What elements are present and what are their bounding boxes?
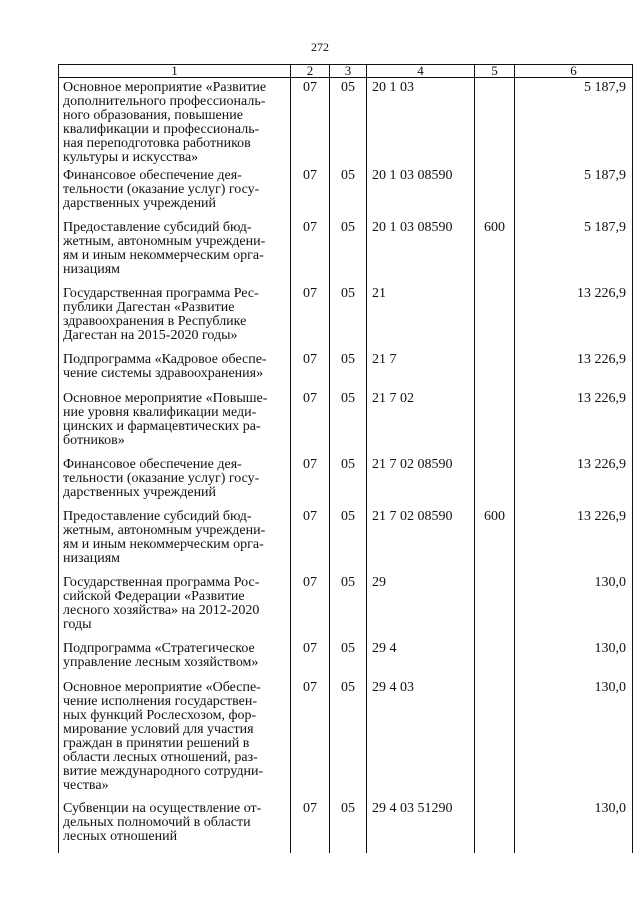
description-line: ная переподготовка работников (63, 136, 251, 151)
amount: 13 226,9 (515, 507, 633, 573)
column-header: 6 (515, 65, 633, 78)
target-article-code: 29 4 03 51290 (367, 799, 475, 853)
expense-type-code: 600 (475, 218, 515, 284)
row-description (59, 284, 291, 350)
section-code: 07 (291, 507, 330, 573)
subsection-code: 05 (330, 507, 367, 573)
description-line: дополнительного профессиональ- (63, 94, 266, 109)
table-row (59, 678, 633, 799)
section-code: 07 (291, 350, 330, 389)
table-row (59, 284, 633, 350)
column-header: 2 (291, 65, 330, 78)
description-line: лесных отношений (63, 828, 178, 844)
expense-type-code (475, 455, 515, 507)
description-line: годы (63, 616, 92, 632)
subsection-code: 05 (330, 639, 367, 678)
description-line: публики Дагестан «Развитие (63, 299, 235, 315)
table-row (59, 799, 633, 853)
description-line: жетным, автономным учреждени- (63, 522, 266, 538)
subsection-code: 05 (330, 284, 367, 350)
amount: 13 226,9 (515, 389, 633, 455)
target-article-code: 29 (367, 573, 475, 639)
column-header: 5 (475, 65, 515, 78)
subsection-code: 05 (330, 678, 367, 799)
description-line: ям и иным некоммерческим орга- (63, 536, 264, 552)
subsection-code: 05 (330, 350, 367, 389)
subsection-code: 05 (330, 389, 367, 455)
description-line: здравоохранения в Республике (63, 313, 247, 329)
description-line: Государственная программа Рос- (63, 574, 260, 590)
amount: 13 226,9 (515, 284, 633, 350)
row-description (59, 78, 291, 166)
expense-type-code (475, 639, 515, 678)
description-line: мирование условий для участия (63, 721, 254, 737)
description-line: цинских и фармацевтических ра- (63, 418, 261, 434)
row-description (59, 639, 291, 678)
amount: 130,0 (515, 678, 633, 799)
amount: 13 226,9 (515, 350, 633, 389)
expense-type-code (475, 389, 515, 455)
description-line: Основное мероприятие «Повыше- (63, 390, 268, 406)
section-code: 07 (291, 678, 330, 799)
table-header-row (59, 65, 633, 78)
subsection-code: 05 (330, 218, 367, 284)
description-line: Финансовое обеспечение дея- (63, 456, 242, 472)
description-line: граждан в принятии решений в (63, 735, 250, 751)
description-line: лесного хозяйства» на 2012-2020 (63, 602, 260, 618)
expense-type-code (475, 284, 515, 350)
table-row (59, 350, 633, 389)
description-line: низациям (63, 261, 121, 277)
column-header: 1 (59, 65, 291, 78)
row-description (59, 455, 291, 507)
description-line: Основное мероприятие «Развитие (63, 80, 267, 95)
expense-type-code (475, 678, 515, 799)
subsection-code: 05 (330, 799, 367, 853)
row-description (59, 507, 291, 573)
table-row (59, 639, 633, 678)
description-line: дарственных учреждений (63, 195, 217, 211)
description-line: области лесных отношений, раз- (63, 749, 258, 765)
row-description (59, 218, 291, 284)
expense-type-code (475, 166, 515, 218)
expense-type-code (475, 799, 515, 853)
column-header: 3 (330, 65, 367, 78)
description-line: ботников» (63, 432, 125, 448)
row-description (59, 573, 291, 639)
target-article-code: 20 1 03 08590 (367, 218, 475, 284)
amount: 5 187,9 (515, 166, 633, 218)
description-line: Финансовое обеспечение дея- (63, 167, 242, 183)
section-code: 07 (291, 284, 330, 350)
subsection-code: 05 (330, 455, 367, 507)
target-article-code: 29 4 03 (367, 678, 475, 799)
description-line: Дагестан на 2015-2020 годы» (63, 327, 238, 343)
amount: 13 226,9 (515, 455, 633, 507)
description-line: Подпрограмма «Кадровое обеспе- (63, 351, 267, 367)
section-code: 07 (291, 78, 330, 166)
row-description (59, 799, 291, 853)
page-number: 272 (311, 40, 329, 54)
table-row (59, 573, 633, 639)
table-row (59, 507, 633, 573)
table-row (59, 166, 633, 218)
description-line: чение исполнения государствен- (63, 693, 258, 709)
section-code: 07 (291, 455, 330, 507)
amount: 130,0 (515, 573, 633, 639)
subsection-code: 05 (330, 573, 367, 639)
description-line: квалификации и профессиональ- (63, 122, 260, 137)
target-article-code: 21 7 (367, 350, 475, 389)
table-row (59, 389, 633, 455)
target-article-code: 21 7 02 08590 (367, 507, 475, 573)
section-code: 07 (291, 639, 330, 678)
row-description (59, 166, 291, 218)
table-row (59, 455, 633, 507)
description-line: Подпрограмма «Стратегическое (63, 640, 255, 656)
subsection-code: 05 (330, 166, 367, 218)
description-line: Предоставление субсидий бюд- (63, 219, 252, 235)
description-line: низациям (63, 550, 121, 566)
description-line: ям и иным некоммерческим орга- (63, 247, 264, 263)
description-line: ние уровня квалификации меди- (63, 404, 257, 420)
description-line: Основное мероприятие «Обеспе- (63, 679, 261, 695)
row-description (59, 389, 291, 455)
target-article-code: 21 7 02 08590 (367, 455, 475, 507)
expense-type-code (475, 573, 515, 639)
description-line: Субвенции на осуществление от- (63, 800, 262, 816)
target-article-code: 20 1 03 08590 (367, 166, 475, 218)
amount: 5 187,9 (515, 78, 633, 166)
target-article-code: 29 4 (367, 639, 475, 678)
budget-table (58, 64, 633, 853)
section-code: 07 (291, 799, 330, 853)
subsection-code: 05 (330, 78, 367, 166)
description-line: Государственная программа Рес- (63, 285, 259, 301)
section-code: 07 (291, 389, 330, 455)
description-line: тельности (оказание услуг) госу- (63, 470, 260, 486)
description-line: чества» (63, 777, 109, 793)
amount: 5 187,9 (515, 218, 633, 284)
row-description (59, 678, 291, 799)
description-line: культуры и искусства» (63, 150, 199, 165)
description-line: чение системы здравоохранения» (63, 365, 264, 381)
column-header: 4 (367, 65, 475, 78)
table-row (59, 78, 633, 166)
description-line: дарственных учреждений (63, 484, 217, 500)
description-line: тельности (оказание услуг) госу- (63, 181, 260, 197)
description-line: управление лесным хозяйством» (63, 654, 259, 670)
description-line: дельных полномочий в области (63, 814, 251, 830)
description-line: Предоставление субсидий бюд- (63, 508, 252, 524)
description-line: сийской Федерации «Развитие (63, 588, 245, 604)
section-code: 07 (291, 166, 330, 218)
amount: 130,0 (515, 799, 633, 853)
expense-type-code (475, 78, 515, 166)
description-line: ных функций Рослесхозом, фор- (63, 707, 257, 723)
target-article-code: 20 1 03 (367, 78, 475, 166)
section-code: 07 (291, 573, 330, 639)
amount: 130,0 (515, 639, 633, 678)
expense-type-code (475, 350, 515, 389)
description-line: витие международного сотрудни- (63, 763, 264, 779)
section-code: 07 (291, 218, 330, 284)
target-article-code: 21 7 02 (367, 389, 475, 455)
row-description (59, 350, 291, 389)
table-row (59, 218, 633, 284)
description-line: ного образования, повышение (63, 108, 243, 123)
description-line: жетным, автономным учреждени- (63, 233, 266, 249)
target-article-code: 21 (367, 284, 475, 350)
expense-type-code: 600 (475, 507, 515, 573)
